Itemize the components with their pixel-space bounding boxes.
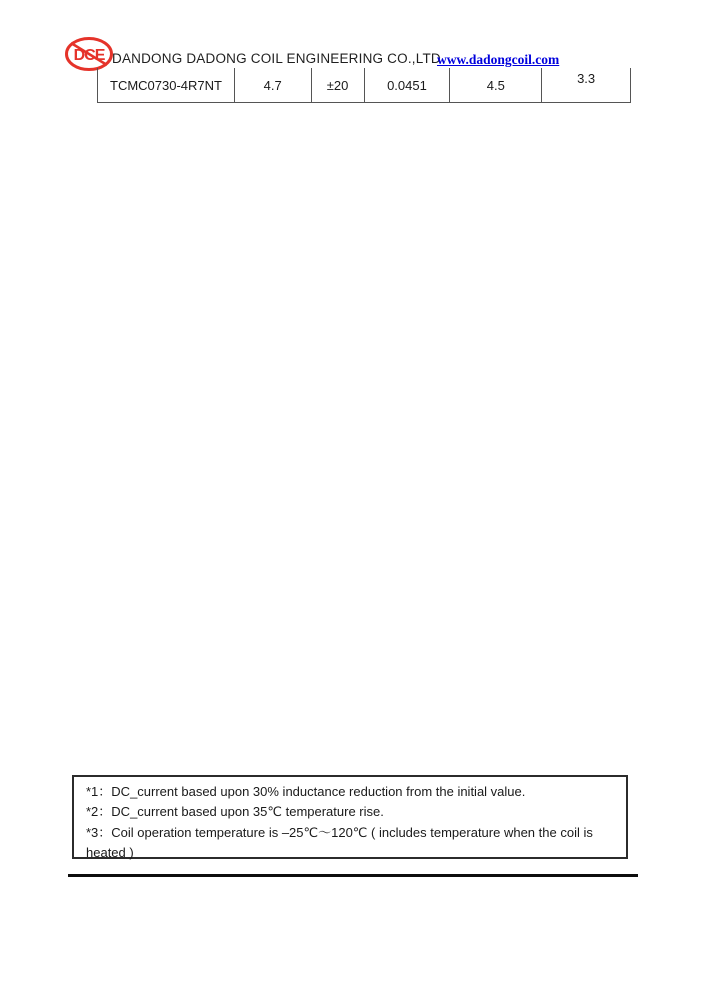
table-cell-rated-current: 4.5: [450, 68, 542, 102]
logo-text: DCE: [73, 47, 105, 64]
footnotes-box: [72, 775, 628, 859]
dce-logo-icon: [65, 37, 113, 72]
table-cell-tolerance: ±20: [312, 68, 365, 102]
table-cell-inductance: 4.7: [235, 68, 312, 102]
footnote-3: *3：Coil operation temperature is –25℃～120℃ ( includes temperature when the coil is heated ): [86, 824, 593, 861]
table-cell-saturation-current: 3.3: [542, 68, 631, 102]
company-name: DANDONG DADONG COIL ENGINEERING CO.,LTD: [112, 51, 441, 66]
dce-logo: [65, 37, 113, 72]
footnote-2: *2：DC_current based upon 35℃ temperature rise.: [86, 804, 384, 820]
table-cell-part-number: TCMC0730-4R7NT: [98, 68, 235, 102]
website-link[interactable]: www.dadongcoil.com: [437, 52, 560, 67]
table-cell-dcr: 0.0451: [365, 68, 451, 102]
footer-rule: [68, 874, 638, 877]
footnote-1: *1：DC_current based upon 30% inductance reduction from the initial value.: [86, 784, 526, 799]
table-row: [97, 68, 631, 103]
